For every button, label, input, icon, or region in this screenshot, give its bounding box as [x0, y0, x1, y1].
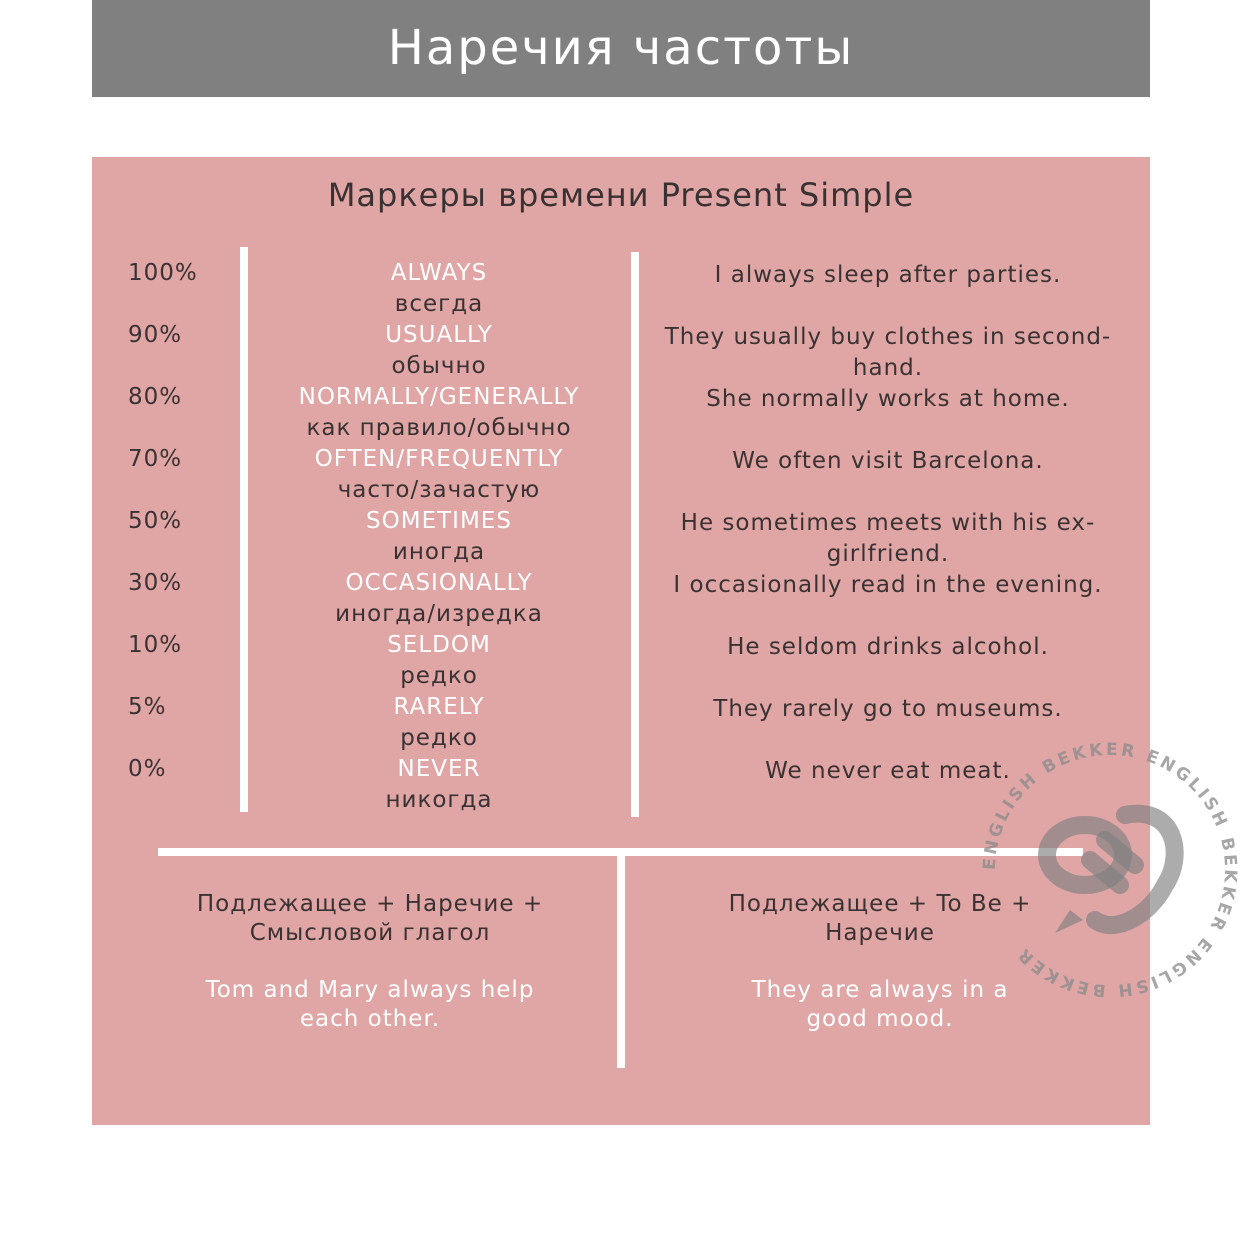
- adverb-translation: иногда/изредка: [335, 601, 543, 627]
- rule-left: [160, 890, 580, 1034]
- frequency-percent: 70%: [128, 446, 183, 472]
- adverb-translation: всегда: [394, 291, 484, 317]
- example-sentence: I occasionally read in the evening.: [673, 572, 1103, 598]
- adverb-translation: часто/зачастую: [337, 477, 541, 503]
- example-sentence: We never eat meat.: [765, 758, 1011, 784]
- rules-divider: [617, 856, 625, 1068]
- rule-example: Tom and Mary always help each other.: [205, 977, 535, 1032]
- rule-example: They are always in a good mood.: [751, 977, 1009, 1032]
- example-sentence: We often visit Barcelona.: [732, 448, 1044, 474]
- frequency-percent: 10%: [128, 632, 183, 658]
- adverb-translation: редко: [400, 663, 478, 689]
- adverb-translation: редко: [400, 725, 478, 751]
- section-divider: [158, 848, 1083, 856]
- table-row: [0, 322, 1242, 384]
- subtitle: Маркеры времени Present Simple: [327, 176, 915, 214]
- adverb-translation: обычно: [391, 353, 487, 379]
- example-sentence: He sometimes meets with his ex-girlfriend.: [680, 510, 1096, 567]
- table-row: [0, 508, 1242, 570]
- adverb: SELDOM: [387, 632, 491, 658]
- bee-icon: [1047, 814, 1175, 925]
- example-sentence: I always sleep after parties.: [714, 262, 1062, 288]
- bekker-english-logo-watermark: [975, 735, 1242, 1005]
- adverb-translation: как правило/обычно: [306, 415, 572, 441]
- adverb: RARELY: [393, 694, 485, 720]
- adverb-translation: никогда: [385, 787, 493, 813]
- adverb: OCCASIONALLY: [345, 570, 533, 596]
- table-row: [0, 446, 1242, 508]
- frequency-percent: 0%: [128, 756, 167, 782]
- frequency-percent: 80%: [128, 384, 183, 410]
- table-row: [0, 632, 1242, 694]
- frequency-percent: 90%: [128, 322, 183, 348]
- watermark-text: ENGLISH BEKKER ENGLISH BEKKER ENGLISH BEKKER: [979, 739, 1241, 1001]
- frequency-percent: 50%: [128, 508, 183, 534]
- rule-formula: Подлежащее + Наречие + Смысловой глагол: [196, 891, 544, 946]
- page-title: Наречия частоты: [92, 0, 1150, 97]
- example-sentence: She normally works at home.: [706, 386, 1070, 412]
- table-row: [0, 384, 1242, 446]
- table-row: [0, 260, 1242, 322]
- frequency-percent: 30%: [128, 570, 183, 596]
- example-sentence: They usually buy clothes in second-hand.: [664, 324, 1112, 381]
- example-sentence: They rarely go to museums.: [713, 696, 1063, 722]
- adverb: OFTEN/FREQUENTLY: [314, 446, 564, 472]
- adverb: NORMALLY/GENERALLY: [298, 384, 580, 410]
- column-divider: [631, 252, 639, 817]
- adverb: NEVER: [397, 756, 481, 782]
- adverb: ALWAYS: [390, 260, 488, 286]
- table-row: [0, 570, 1242, 632]
- frequency-percent: 100%: [128, 260, 198, 286]
- adverb-translation: иногда: [392, 539, 486, 565]
- column-divider: [240, 247, 248, 812]
- rule-formula: Подлежащее + To Be + Наречие: [728, 891, 1032, 946]
- example-sentence: He seldom drinks alcohol.: [727, 634, 1049, 660]
- adverb: SOMETIMES: [366, 508, 512, 534]
- adverb: USUALLY: [385, 322, 493, 348]
- frequency-percent: 5%: [128, 694, 167, 720]
